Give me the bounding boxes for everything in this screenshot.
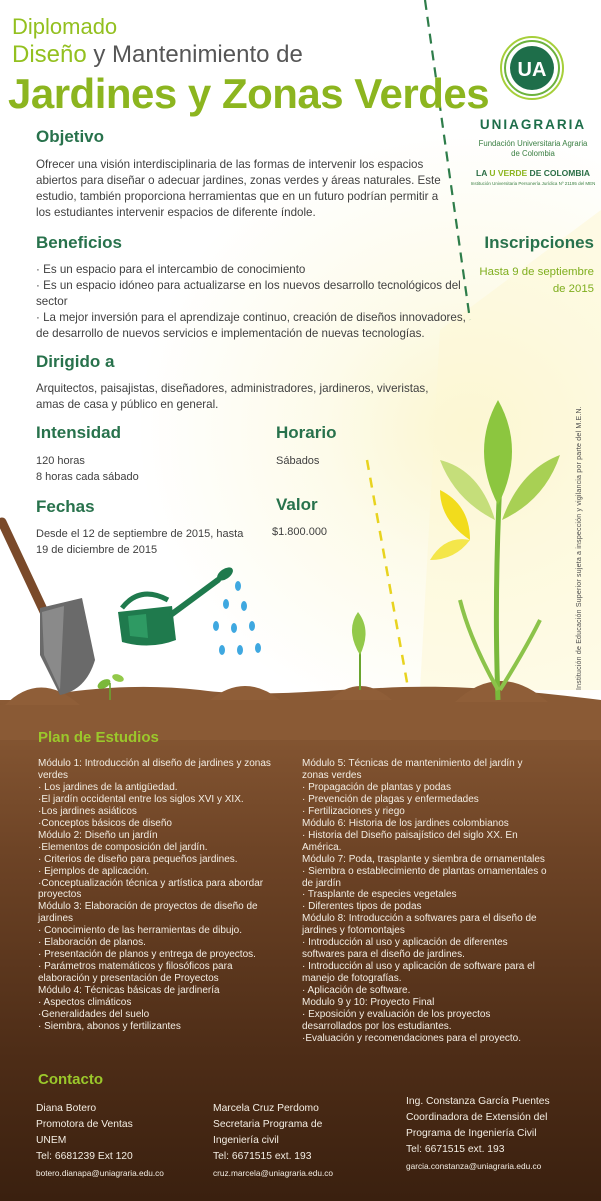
plan-line: · Trasplante de especies vegetales [302,889,457,901]
plan-line: · Criterios de diseño para pequeños jardines. [38,853,238,865]
plan-line: · Conocimiento de las herramientas de dibujo. [38,925,242,937]
plan-heading: Plan de Estudios [38,729,159,746]
intensidad-saturdays: 8 horas cada sábado [36,471,139,483]
fechas-heading: Fechas [36,497,95,516]
watering-can-icon [118,565,235,646]
vertical-legal-note: Institución de Educación Superior sujeta a inspección y vigilancia por parte del M.E.N. [576,406,583,690]
sprout-icon [352,612,366,690]
plan-line: América. [302,841,342,853]
plan-line: · Elaboración de planos. [38,937,146,949]
plan-line: ·Los jardines asiáticos [38,805,137,817]
plan-line: · Presentación de planos y entrega de proyectos. [38,949,256,961]
contact-email[interactable]: botero.dianapa@uniagraria.edu.co [36,1168,164,1178]
beneficios-line: sector [36,295,68,308]
contact-card-3 [406,1094,550,1174]
beneficios-text [36,262,466,342]
plan-line: ·Conceptualización técnica y artística para abordar [38,877,264,889]
logo-initials: UA [517,59,547,81]
objetivo-line: estudio, también proporciona herramientas que en un futuro podrían permitir a [36,190,439,203]
water-drops-icon [213,581,261,655]
plan-line: Módulo 2: Diseño un jardín [38,829,158,841]
plan-line: · Aspectos climáticos [38,997,132,1009]
valor-heading: Valor [276,495,318,514]
dirigido-text [36,381,428,413]
plan-line: · Diferentes tipos de podas [302,901,422,913]
plan-line: Módulo 5: Técnicas de mantenimiento del jardín y [302,758,523,769]
soil-mound-center [210,686,280,700]
plan-line: · Introducción al uso y aplicación de diferentes [302,937,508,949]
objetivo-line: Ofrecer una visión interdisciplinaria de las formas de intervenir los espacios [36,158,424,171]
logo-slogan [472,168,594,178]
plan-line: Modulo 9 y 10: Proyecto Final [302,997,435,1009]
fechas-text [36,526,243,558]
plan-line: zonas verdes [302,769,362,781]
objetivo-text [36,157,441,221]
inscripciones-date [462,264,594,298]
plan-line: Módulo 1: Introducción al diseño de jardines y zonas [38,758,271,769]
contact-role: Programa de Ingeniería Civil [406,1128,537,1139]
subtitle [12,41,303,69]
dashed-yellow-line [367,460,412,710]
horario-value: Sábados [276,455,320,467]
plan-line: Módulo 7: Poda, trasplante y siembra de ornamentales [302,853,545,865]
plan-line: jardines y fotomontajes [302,925,405,937]
plan-line: · Aplicación de software. [302,985,411,997]
plan-line: de jardín [302,877,341,889]
plan-line: · Prevención de plagas y enfermedades [302,793,479,805]
plan-line: · Introducción al uso y aplicación de software para el [302,961,535,973]
plan-line: verdes [38,769,69,781]
plan-line: · Siembra o establecimiento de plantas ornamentales o [302,865,547,877]
subtitle-rest: y Mantenimiento de [86,41,303,68]
plan-line: ·Evaluación y recomendaciones para el proyecto. [302,1032,522,1044]
plan-line: jardines [38,913,74,925]
slogan-u-verde: U VERDE [489,168,528,178]
plan-line: ·Elementos de composición del jardín. [38,841,208,853]
page-title: Jardines y Zonas Verdes [8,70,490,117]
logo-name: UNIAGRARIA [479,117,587,132]
plan-line: manejo de fotografías. [302,973,402,985]
beneficios-line: · Es un espacio idóneo para actualizarse en los nuevos desarrollo tecnológicos del [36,279,461,292]
plan-column-2 [302,758,547,1045]
intensidad-heading: Intensidad [36,423,122,442]
plan-line: ·Generalidades del suelo [38,1009,150,1021]
contact-name: Ing. Constanza García Puentes [406,1096,550,1107]
contact-role: Promotora de Ventas [36,1119,133,1130]
fechas-line1: Desde el 12 de septiembre de 2015, hasta [36,528,244,540]
contacto-heading: Contacto [38,1071,103,1088]
beneficios-line: · La mejor inversión para el aprendizaje continuo, creación de diseños innovadores, [36,311,466,324]
plan-line: · Siembra, abonos y fertilizantes [38,1020,181,1032]
plan-line: ·El jardín occidental entre los siglos XVI y XIX. [38,793,244,805]
plan-line: Módulo 3: Elaboración de proyectos de diseño de [38,901,258,913]
contact-card-1 [36,1101,164,1181]
inscripciones-line1: Hasta 9 de septiembre [479,266,594,278]
plan-line: · Exposición y evaluación de los proyectos [302,1009,491,1021]
slogan-suffix: DE COLOMBIA [527,168,590,178]
intensidad-text [36,453,139,485]
plan-line: elaboración y presentación de Proyectos [38,973,219,985]
plan-line: · Parámetros matemáticos y filosóficos para [38,961,233,973]
inscripciones-heading: Inscripciones [484,233,594,252]
contact-email[interactable]: garcia.constanza@uniagraria.edu.co [406,1161,542,1171]
valor-value: $1.800.000 [272,526,328,538]
contact-role: Secretaria Programa de [213,1119,323,1130]
plan-line: · Historia del Diseño paisajístico del siglo XX. En [302,829,518,841]
plan-line: proyectos [38,889,82,901]
dirigido-line: amas de casa y público en general. [36,398,219,411]
contact-email[interactable]: cruz.marcela@uniagraria.edu.co [213,1168,334,1178]
plan-line: Módulo 6: Historia de los jardines colombianos [302,817,509,829]
plan-line: softwares para el diseño de jardines. [302,949,465,961]
contact-phone: Tel: 6681239 Ext 120 [36,1151,133,1162]
horario-heading: Horario [276,423,337,442]
subtitle-diseno: Diseño [12,41,87,68]
objetivo-heading: Objetivo [36,127,105,146]
contact-phone: Tel: 6671515 ext. 193 [213,1151,312,1162]
dirigido-heading: Dirigido a [36,352,115,371]
fechas-line2: 19 de diciembre de 2015 [36,544,158,556]
plan-line: · Fertilizaciones y riego [302,805,405,817]
logo-institution-note: Institución Universitaria Personería Jurídica Nº 21195 del MEN [470,181,596,186]
dirigido-line: Arquitectos, paisajistas, diseñadores, administradores, jardineros, viveristas, [36,382,429,395]
plan-line: desarrollados por los estudiantes. [302,1020,452,1032]
plan-line: Módulo 8: Introducción a softwares para el diseño de [302,913,537,925]
inscripciones-line2: de 2015 [552,283,594,295]
uniagraria-logo-icon [500,36,564,100]
intensidad-hours: 120 horas [36,455,85,467]
plan-column-1 [38,758,271,1033]
plan-line: ·Conceptos básicos de diseño [38,817,172,829]
plan-line: · Propagación de plantas y podas [302,781,451,793]
contact-role: Ingeniería civil [213,1135,279,1146]
beneficios-line: de desarrollo de nuevos servicios e implementación de nuevas tecnologías. [36,327,425,340]
contact-name: Marcela Cruz Perdomo [213,1103,319,1114]
slogan-prefix: LA [476,168,490,178]
logo-subtitle-line1: Fundación Universitaria Agraria [478,139,588,148]
contact-name: Diana Botero [36,1103,97,1114]
logo-subtitle-line2: de Colombia [511,149,555,158]
logo-subtitle [472,139,594,159]
beneficios-line: · Es un espacio para el intercambio de conocimiento [36,263,306,276]
plan-line: · Ejemplos de aplicación. [38,865,150,877]
plan-line: · Los jardines de la antigüedad. [38,781,178,793]
plan-line: Módulo 4: Técnicas básicas de jardinería [38,985,220,997]
contact-phone: Tel: 6671515 ext. 193 [406,1144,505,1155]
contact-role: Coordinadora de Extensión del [406,1112,548,1123]
contact-role: UNEM [36,1135,67,1146]
contact-card-2 [213,1101,333,1181]
objetivo-line: los estudiantes intervenir espacios de diferente índole. [36,206,316,219]
diplomado-label: Diplomado [12,14,118,39]
beneficios-heading: Beneficios [36,233,122,252]
objetivo-line: abiertos para diseñar o adecuar jardines, zonas verdes y áreas naturales. Este [36,174,441,187]
